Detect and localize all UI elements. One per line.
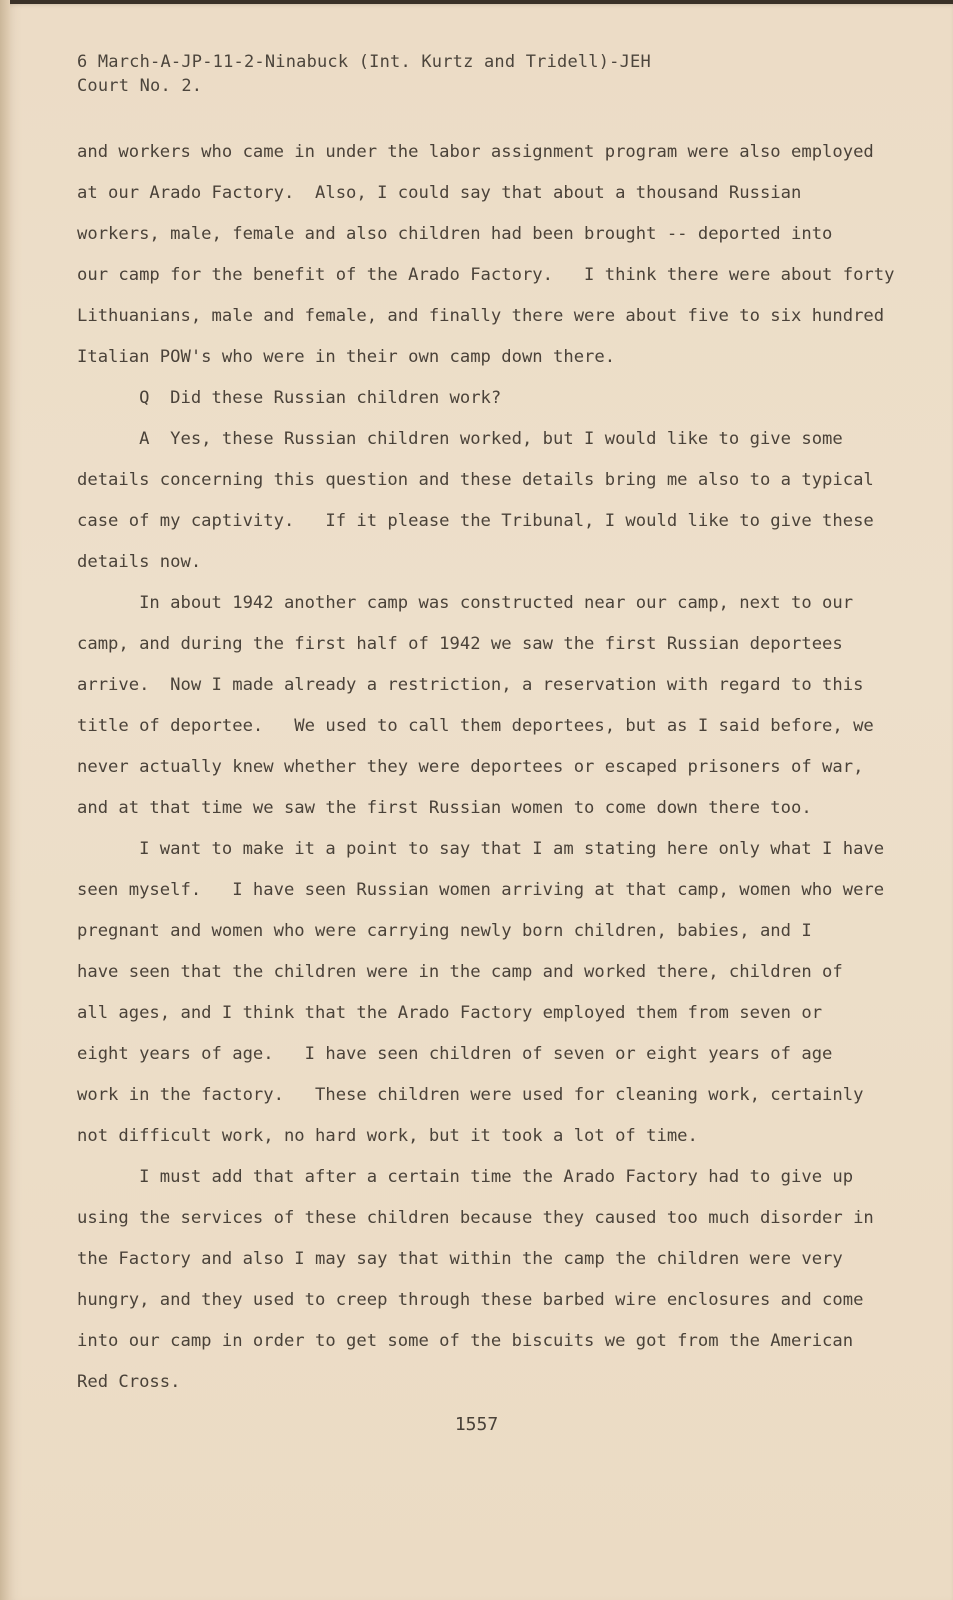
text-line: never actually knew whether they were deportees or escaped prisoners of war, (77, 757, 864, 777)
paragraph-start-line: I want to make it a point to say that I am stating here only what I have (77, 839, 885, 859)
text-line: not difficult work, no hard work, but it took a lot of time. (77, 1126, 698, 1146)
text-line: title of deportee. We used to call them deportees, but as I said before, we (77, 716, 874, 736)
text-line: workers, male, female and also children had been brought -- deported into (77, 224, 833, 244)
text-line: work in the factory. These children were used for cleaning work, certainly (77, 1085, 864, 1105)
text-line: Lithuanians, male and female, and finally there were about five to six hundred (77, 306, 885, 326)
document-header (77, 50, 651, 98)
text-line: Italian POW's who were in their own camp down there. (77, 347, 616, 367)
header-court-line: Court No. 2. (77, 76, 203, 96)
page-left-edge (0, 0, 10, 1600)
page-top-edge (0, 0, 953, 4)
text-line: using the services of these children because they caused too much disorder in (77, 1208, 874, 1228)
text-line: camp, and during the first half of 1942 we saw the first Russian deportees (77, 634, 843, 654)
header-session-line: 6 March-A-JP-11-2-Ninabuck (Int. Kurtz and Tridell)-JEH (77, 52, 651, 72)
text-line: arrive. Now I made already a restriction, a reservation with regard to this (77, 675, 864, 695)
answer-line: A Yes, these Russian children worked, but I would like to give some (77, 429, 843, 449)
text-line: and workers who came in under the labor assignment program were also employed (77, 142, 874, 162)
text-line: all ages, and I think that the Arado Factory employed them from seven or (77, 1003, 823, 1023)
text-line: into our camp in order to get some of the biscuits we got from the American (77, 1331, 854, 1351)
page-number: 1557 (454, 1414, 499, 1435)
text-line: Red Cross. (77, 1372, 181, 1392)
text-line: and at that time we saw the first Russian women to come down there too. (77, 798, 812, 818)
text-line: at our Arado Factory. Also, I could say that about a thousand Russian (77, 183, 802, 203)
transcript-body (77, 132, 897, 1403)
text-line: have seen that the children were in the camp and worked there, children of (77, 962, 843, 982)
paragraph-start-line: I must add that after a certain time the Arado Factory had to give up (77, 1167, 854, 1187)
text-line: our camp for the benefit of the Arado Factory. I think there were about forty (77, 265, 895, 285)
text-line: eight years of age. I have seen children of seven or eight years of age (77, 1044, 833, 1064)
text-line: details now. (77, 552, 202, 572)
paragraph-start-line: In about 1942 another camp was constructed near our camp, next to our (77, 593, 854, 613)
question-line: Q Did these Russian children work? (77, 388, 502, 408)
text-line: seen myself. I have seen Russian women arriving at that camp, women who were (77, 880, 885, 900)
text-line: details concerning this question and these details bring me also to a typical (77, 470, 874, 490)
text-line: hungry, and they used to creep through these barbed wire enclosures and come (77, 1290, 864, 1310)
text-line: the Factory and also I may say that within the camp the children were very (77, 1249, 843, 1269)
text-line: case of my captivity. If it please the Tribunal, I would like to give these (77, 511, 874, 531)
text-line: pregnant and women who were carrying newly born children, babies, and I (77, 921, 812, 941)
